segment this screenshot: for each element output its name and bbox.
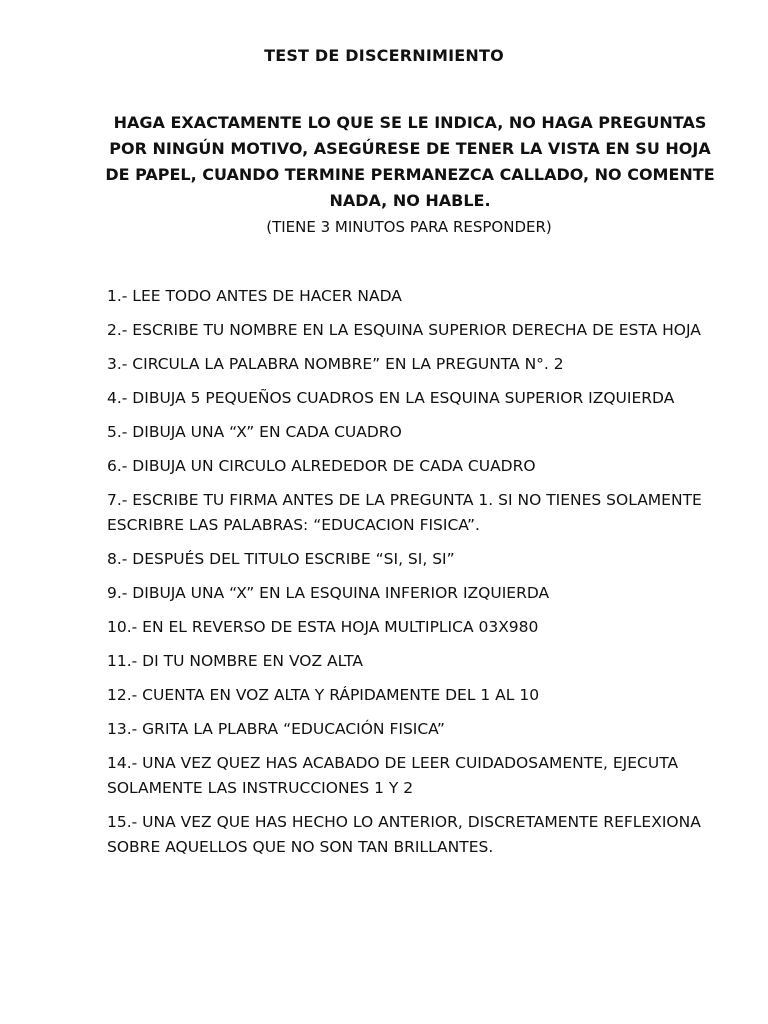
instruction-list [107,284,707,869]
general-instructions: HAGA EXACTAMENTE LO QUE SE LE INDICA, NO HAGA PREGUNTAS POR NINGÚN MOTIVO, ASEGÚRESE DE TENER LA VISTA EN SU HOJA DE PAPEL, CUANDO TERMINE PERMANEZCA CALLADO, NO COMENTE NADA, NO HABLE. [105,113,715,210]
list-item-6: 6.- DIBUJA UN CIRCULO ALREDEDOR DE CADA CUADRO [107,457,536,475]
list-item-13: 13.- GRITA LA PLABRA “EDUCACIÓN FISICA” [107,720,445,738]
list-item-4: 4.- DIBUJA 5 PEQUEÑOS CUADROS EN LA ESQUINA SUPERIOR IZQUIERDA [107,389,675,407]
list-item-2: 2.- ESCRIBE TU NOMBRE EN LA ESQUINA SUPERIOR DERECHA DE ESTA HOJA [107,321,701,339]
list-item-1: 1.- LEE TODO ANTES DE HACER NADA [107,287,402,305]
list-item-8: 8.- DESPUÉS DEL TITULO ESCRIBE “SI, SI, SI” [107,550,455,568]
list-item-11: 11.- DI TU NOMBRE EN VOZ ALTA [107,652,363,670]
list-item-12: 12.- CUENTA EN VOZ ALTA Y RÁPIDAMENTE DEL 1 AL 10 [107,686,540,704]
list-item-5: 5.- DIBUJA UNA “X” EN CADA CUADRO [107,423,402,441]
time-limit-note: (TIENE 3 MINUTOS PARA RESPONDER) [266,218,552,236]
list-item-7: 7.- ESCRIBE TU FIRMA ANTES DE LA PREGUNTA 1. SI NO TIENES SOLAMENTE ESCRIBRE LAS PALABRAS: “EDUCACION FISICA”. [107,491,702,534]
list-item-14: 14.- UNA VEZ QUEZ HAS ACABADO DE LEER CUIDADOSAMENTE, EJECUTA SOLAMENTE LAS INSTRUCCIONES 1 Y 2 [107,754,679,797]
list-item-3: 3.- CIRCULA LA PALABRA NOMBRE” EN LA PREGUNTA N°. 2 [107,355,564,373]
list-item-15: 15.- UNA VEZ QUE HAS HECHO LO ANTERIOR, DISCRETAMENTE REFLEXIONA SOBRE AQUELLOS QUE NO SON TAN BRILLANTES. [107,813,701,856]
list-item-9: 9.- DIBUJA UNA “X” EN LA ESQUINA INFERIOR IZQUIERDA [107,584,550,602]
page-title: TEST DE DISCERNIMIENTO [264,46,504,65]
list-item-10: 10.- EN EL REVERSO DE ESTA HOJA MULTIPLICA 03X980 [107,618,539,636]
